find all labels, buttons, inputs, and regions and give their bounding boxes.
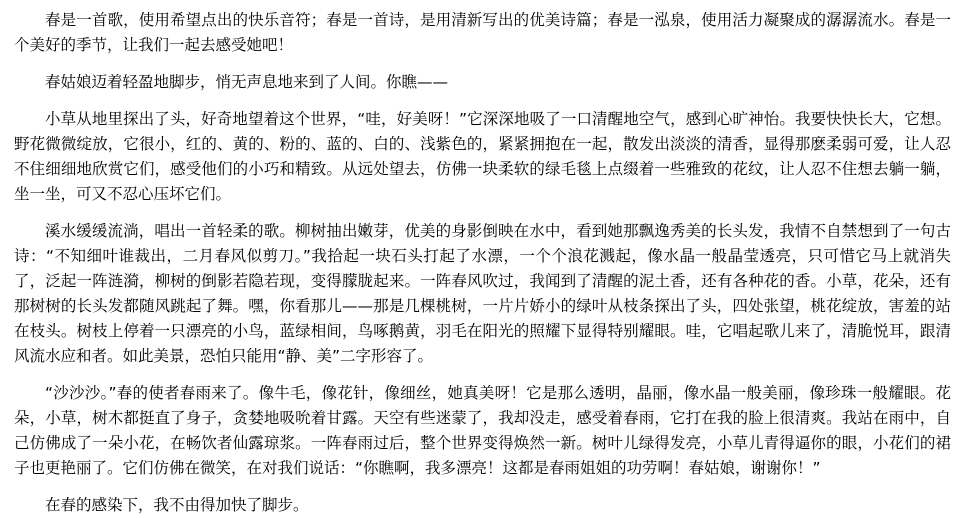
paragraph: 小草从地里探出了头，好奇地望着这个世界，“哇，好美呀！”它深深地吸了一口清醒地空气，感到心旷神怡。我要快快长大，它想。野花微微绽放，它很小，红的、黄的、粉的、蓝的、白的、浅紫色的，紧紧拥抱在一起，散发出淡淡的清香，显得那麽柔弱可爱，让人忍不住细细地欣赏它们，感受他们的小巧和精致。从远处望去，仿佛一块柔软的绿毛毯上点缀着一些雅致的花纹，让人忍不住想去躺一躺，坐一坐，可又不忍心压坏它们。 bbox=[14, 110, 951, 203]
paragraph: 春是一首歌，使用希望点出的快乐音符；春是一首诗，是用清新写出的优美诗篇；春是一泓泉，使用活力凝聚成的潺潺流水。春是一个美好的季节，让我们一起去感受她吧！ bbox=[14, 11, 951, 54]
paragraph: “沙沙沙。”春的使者春雨来了。像牛毛，像花针，像细丝，她真美呀！它是那么透明，晶丽，像水晶一般美丽，像珍珠一般耀眼。花朵，小草，树木都挺直了身子，贪婪地吸吮着甘露。天空有些迷蒙了，我却没走，感受着春雨，它打在我的脸上很清爽。我站在雨中，自己仿佛成了一朵小花，在畅饮者仙露琼浆。一阵春雨过后，整个世界变得焕然一新。树叶儿绿得发亮，小草儿青得逼你的眼，小花们的裙子也更艳丽了。它们仿佛在微笑，在对我们说话：“你瞧啊，我多漂亮！这都是春雨姐姐的功劳啊！春姑娘，谢谢你！” bbox=[14, 384, 951, 477]
paragraph: 春姑娘迈着轻盈地脚步，悄无声息地来到了人间。你瞧—— bbox=[45, 73, 449, 91]
paragraph: 溪水缓缓流淌，唱出一首轻柔的歌。柳树抽出嫩芽，优美的身影倒映在水中，看到她那飘逸秀美的长头发，我情不自禁想到了一句古诗：“不知细叶谁裁出，二月春风似剪刀。”我拾起一块石头打起了水漂，一个个浪花溅起，像水晶一般晶莹透亮，只可惜它马上就消失了，泛起一阵涟漪，柳树的倒影若隐若现，变得朦胧起来。一阵春风吹过，我闻到了清醒的泥土香，还有各种花的香。小草，花朵，还有那树树的长头发都随风跳起了舞。嘿，你看那儿——那是几棵桃树，一片片娇小的绿叶从枝条探出了头，四处张望，桃花绽放，害羞的站在枝头。树枝上停着一只漂亮的小鸟，蓝绿相间，鸟啄鹅黄，羽毛在阳光的照耀下显得特别耀眼。哇，它唱起歌儿来了，清脆悦耳，跟清风流水应和者。如此美景，恐怕只能用“静、美”二字形容了。 bbox=[14, 222, 951, 365]
paragraph: 在春的感染下，我不由得加快了脚步。 bbox=[45, 496, 309, 514]
